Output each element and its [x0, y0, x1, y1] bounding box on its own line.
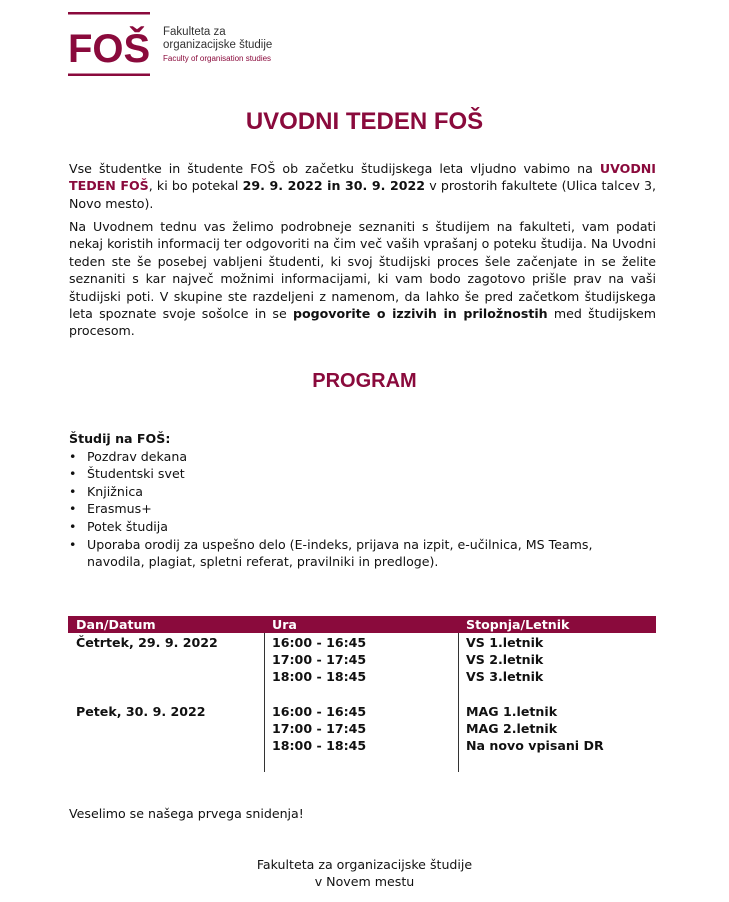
- header-level: Stopnja/Letnik: [466, 617, 570, 632]
- level-cell: Na novo vpisani DR: [466, 738, 604, 753]
- page-title: UVODNI TEDEN FOŠ: [245, 108, 484, 135]
- list-item: • Pozdrav dekana: [69, 448, 627, 466]
- intro-text-a: Vse študentke in študente FOŠ ob začetku študijskega leta vljudno vabimo na: [69, 161, 600, 176]
- header-date: Dan/Datum: [76, 617, 156, 632]
- list-item: • Študentski svet: [69, 465, 627, 483]
- level-cell: VS 3.letnik: [466, 669, 544, 684]
- time-slot: 17:00 - 17:45: [272, 721, 367, 736]
- time-slot: 17:00 - 17:45: [272, 652, 367, 667]
- study-topics: [69, 430, 627, 571]
- column-divider: [458, 633, 459, 772]
- list-item: • Erasmus+: [69, 500, 627, 518]
- time-slot: 18:00 - 18:45: [272, 738, 367, 753]
- logo-line-1: Fakulteta za: [163, 26, 226, 38]
- level-cell: MAG 1.letnik: [466, 704, 558, 719]
- study-topics-heading: Študij na FOŠ:: [69, 431, 171, 446]
- intro-text-b: , ki bo potekal: [148, 178, 243, 194]
- day-date: Četrtek, 29. 9. 2022: [76, 635, 218, 650]
- intro-paragraph-2: [69, 218, 656, 340]
- study-topics-list: [69, 448, 627, 571]
- intro-event-name: UVODNI TEDEN FOŠ: [69, 161, 656, 194]
- intro2-text-a: Na Uvodnem tednu vas želimo podrobneje seznaniti s študijem na fakulteti, vam podati nekaj koristih informacij ter odgovoriti na čim več vaših vprašanj o poteku študija. Na Uvodni teden ste še posebej vabljeni študenti, ki svoj študijski proces šele začenjate in se želite seznaniti s kar največ možnimi informacijami, ki vam bodo zagotovo prišle prav na vaši študijski poti. V skupine ste razdeljeni z namenom, da lahko še pred začetkom študijskega leta spoznate svoje sošolce in se: [69, 219, 656, 322]
- signature-line-1: Fakulteta za organizacijske študije: [256, 857, 473, 872]
- faculty-logo: [68, 12, 298, 78]
- signature-line-2: v Novem mestu: [314, 874, 415, 889]
- column-divider: [264, 633, 265, 772]
- time-slot: 16:00 - 16:45: [272, 704, 367, 719]
- closing-text: Veselimo se našega prvega snidenja!: [69, 806, 304, 821]
- level-cell: VS 1.letnik: [466, 635, 544, 650]
- intro-dates: 29. 9. 2022 in 30. 9. 2022: [242, 178, 426, 194]
- signature-block: [0, 856, 729, 890]
- intro-text-c: v prostorih fakultete (Ulica talcev 3, Novo mesto).: [69, 178, 656, 211]
- logo-line-3: Faculty of organisation studies: [163, 54, 272, 63]
- time-slot: 16:00 - 16:45: [272, 635, 367, 650]
- level-cell: VS 2.letnik: [466, 652, 544, 667]
- logo-wordmark: [163, 26, 272, 65]
- intro2-text-c: med študijskem procesom.: [69, 306, 656, 339]
- schedule-table: [68, 616, 656, 772]
- list-item: • Potek študija: [69, 518, 627, 536]
- intro-paragraph-1: [69, 160, 656, 212]
- schedule-header: [68, 616, 656, 633]
- day-date: Petek, 30. 9. 2022: [76, 704, 206, 719]
- level-cell: MAG 2.letnik: [466, 721, 558, 736]
- time-slot: 18:00 - 18:45: [272, 669, 367, 684]
- header-time: Ura: [272, 617, 297, 632]
- fos-logo-mark: [68, 12, 150, 76]
- list-item: • Knjižnica: [69, 483, 627, 501]
- logo-mark-text: FOŠ: [68, 27, 150, 71]
- intro2-bold: pogovorite o izzivih in priložnostih: [292, 306, 548, 322]
- logo-line-2: organizacijske študije: [163, 39, 273, 51]
- program-title: PROGRAM: [312, 370, 417, 392]
- list-item: • Uporaba orodij za uspešno delo (E-indeks, prijava na izpit, e-učilnica, MS Teams, navodila, plagiat, spletni referat, pravilniki in predloge).: [69, 536, 627, 571]
